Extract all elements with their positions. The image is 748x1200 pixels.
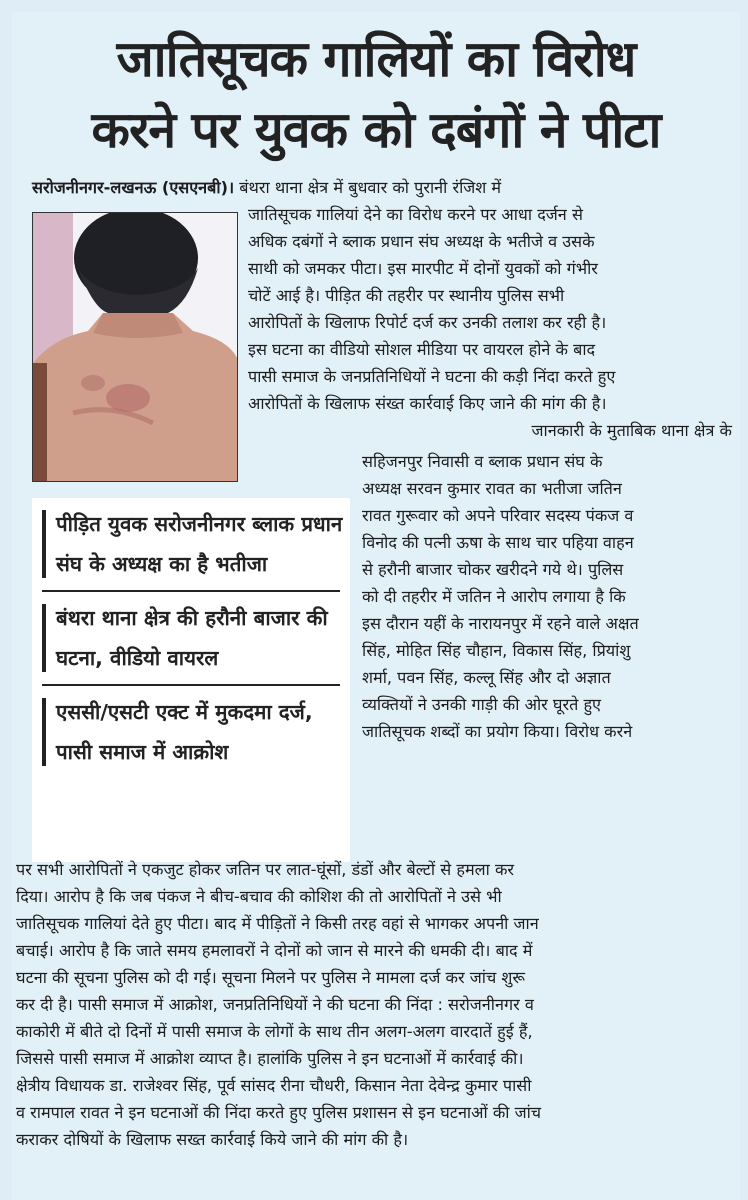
headline-line-2: करने पर युवक को दबंगों ने पीटा [91,101,661,159]
article-line: चोटें आई है। पीड़ित की तहरीर पर स्थानीय पुलिस सभी [248,286,565,305]
article-line: शर्मा, पवन सिंह, कल्लू सिंह और दो अज्ञात [362,668,611,687]
headline [12,24,740,166]
article-line: पर सभी आरोपितों ने एकजुट होकर जतिन पर लात-घूंसों, डंडों और बेल्टों से हमला कर [16,860,515,879]
article-line: आरोपितों के खिलाफ रिपोर्ट दर्ज कर उनकी तलाश कर रही है। [248,313,607,332]
article-line: जिससे पासी समाज में आक्रोश व्याप्त है। हालांकि पुलिस ने इन घटनाओं में कार्रवाई की। [16,1049,524,1068]
article-line: साथी को जमकर पीटा। इस मारपीट में दोनों युवकों को गंभीर [248,259,598,278]
article-line: रावत गुरूवार को अपने परिवार सदस्य पंकज व [362,506,634,525]
article-line: क्षेत्रीय विधायक डा. राजेश्वर सिंह, पूर्व सांसद रीना चौधरी, किसान नेता देवेन्द्र कुमार पासी [16,1076,532,1095]
highlight-divider [42,684,340,686]
dateline: सरोजनीनगर-लखनऊ (एसएनबी)। [32,178,235,197]
highlight-divider [42,590,340,592]
highlight-point-1: पीड़ित युवक सरोजनीनगर ब्लाक प्रधान संघ के अध्यक्ष का है भतीजा [32,504,350,584]
article-line: पासी समाज के जनप्रतिनिधियों ने घटना की कड़ी निंदा करते हुए [248,367,616,386]
highlights-box [32,498,350,862]
article-line: को दी तहरीर में जतिन ने आरोप लगाया है कि [362,587,626,606]
article-line: जानकारी के मुताबिक थाना क्षेत्र के [531,421,732,440]
article-line: कर दी है। पासी समाज में आक्रोश, जनप्रतिनिधियों ने की घटना की निंदा : सरोजनीनगर व [16,995,534,1014]
victim-back-illustration [33,213,238,482]
article-line: सहिजनपुर निवासी व ब्लाक प्रधान संघ के [362,452,603,471]
article-line: से हरौनी बाजार चोकर खरीदने गये थे। पुलिस [362,560,624,579]
article-line: बचाई। आरोप है कि जाते समय हमलावरों ने दोनों को जान से मारने की धमकी दी। बाद में [16,941,533,960]
article-line: दिया। आरोप है कि जब पंकज ने बीच-बचाव की कोशिश की तो आरोपितों ने उसे भी [16,887,502,906]
newspaper-clipping [12,12,740,1200]
headline-line-1: जातिसूचक गालियों का विरोध [116,30,636,88]
highlight-point-3: एससी/एसटी एक्ट में मुकदमा दर्ज, पासी समाज में आक्रोश [32,692,350,772]
article-line: व रामपाल रावत ने इन घटनाओं की निंदा करते हुए पुलिस प्रशासन से इन घटनाओं की जांच [16,1103,542,1122]
article-line: आरोपितों के खिलाफ संख्त कार्रवाई किए जाने की मांग की है। [248,394,607,413]
article-text: बंथरा थाना क्षेत्र में बुधवार को पुरानी रंजिश में [239,178,502,197]
article-line: विनोद की पत्नी ऊषा के साथ चार पहिया वाहन [362,533,634,552]
article-line: घटना की सूचना पुलिस को दी गई। सूचना मिलने पर पुलिस ने मामला दर्ज कर जांच शुरू [16,968,525,987]
article-line: काकोरी में बीते दो दिनों में पासी समाज के लोगों के साथ तीन अलग-अलग वारदातें हुई हैं, [16,1022,533,1041]
article-line: जातिसूचक शब्दों का प्रयोग किया। विरोध करने [362,722,633,741]
victim-back-photo [32,212,238,482]
article-line: अध्यक्ष सरवन कुमार रावत का भतीजा जतिन [362,479,622,498]
article-line: व्यक्तियों ने उनकी गाड़ी की ओर घूरते हुए [362,695,602,714]
article-line-0 [32,174,732,201]
article-line: जातिसूचक गालियां देने का विरोध करने पर आधा दर्जन से [248,205,583,224]
highlight-point-2: बंथरा थाना क्षेत्र की हरौनी बाजार की घटना, वीडियो वायरल [32,598,350,678]
article-line: कराकर दोषियों के खिलाफ सख्त कार्रवाई किये जाने की मांग की है। [16,1130,409,1149]
article-line: जातिसूचक गालियां देते हुए पीटा। बाद में पीड़ितों ने किसी तरह वहां से भागकर अपनी जान [16,914,539,933]
article-line: सिंह, मोहित सिंह चौहान, विकास सिंह, प्रियांशु [362,641,631,660]
article-line: इस घटना का वीडियो सोशल मीडिया पर वायरल होने के बाद [248,340,596,359]
article-line: अधिक दबंगों ने ब्लाक प्रधान संघ अध्यक्ष के भतीजे व उसके [248,232,595,251]
article-line: इस दौरान यहीं के नारायनपुर में रहने वाले अक्षत [362,614,639,633]
